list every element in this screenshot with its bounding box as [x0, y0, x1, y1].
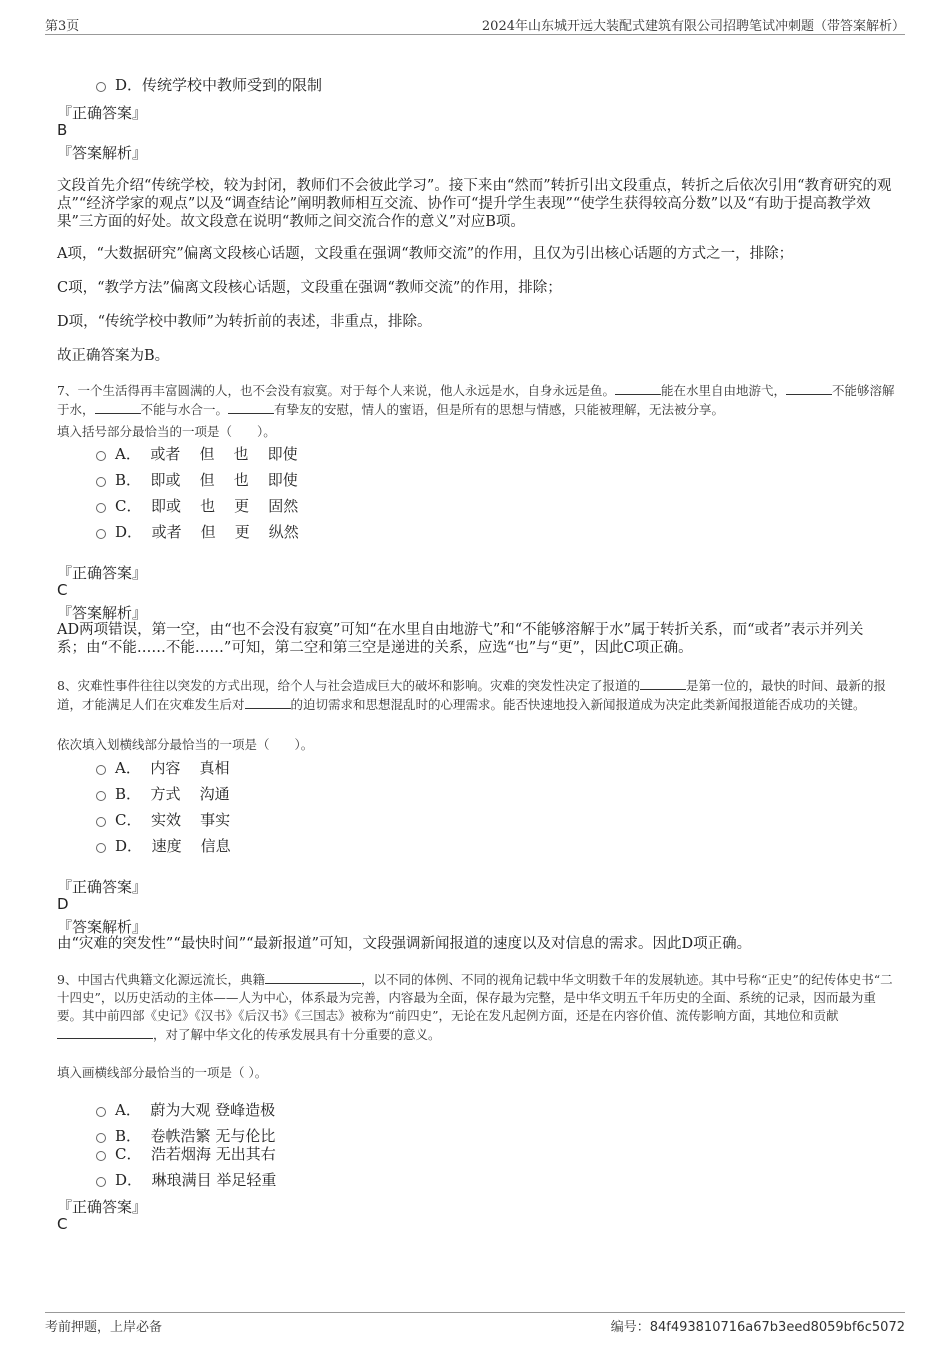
blank: [786, 381, 832, 395]
blank: [640, 676, 686, 690]
q7-answer: C: [57, 581, 68, 599]
q8-option-a[interactable]: A． 内容 真相: [96, 757, 229, 778]
q7-option-b[interactable]: B． 即或 但 也 即使: [96, 469, 298, 490]
q9-stem: 9、中国古代典籍文化源远流长，典籍 ，以不同的体例、不同的视角记载中华文明数千年的发展轨迹。其中号称“正史”的纪传体史书“二十四史”，以历史活动的主体——人为中心，体系最为完善，内容最为全面，保存最为完整，是中华文明五千年历史的全面、系统的记录，因而最为重要。其中前四部《史记》《汉书》《后汉书》《三国志》被称为“前四史”，无论在发凡起例方面，还是在内容价值、流传影响方面，其地位和贡献，对了解中华文化的传承发展具有十分重要的意义。: [57, 972, 893, 1042]
page-footer: [45, 1312, 905, 1337]
radio-icon[interactable]: [96, 477, 106, 487]
radio-icon[interactable]: [96, 1133, 106, 1143]
q7-analysis-label: 『答案解析』: [57, 604, 148, 622]
q7-option-c[interactable]: C． 即或 也 更 固然: [96, 495, 298, 516]
page-header: [45, 14, 905, 35]
radio-icon[interactable]: [96, 1177, 106, 1187]
q9-option-b[interactable]: B． 卷帙浩繁 无与伦比: [96, 1125, 275, 1146]
q8-answer: D: [57, 895, 69, 913]
q8-analysis-label: 『答案解析』: [57, 918, 148, 936]
q8-option-c[interactable]: C． 实效 事实: [96, 809, 230, 830]
q6-analysis-p3: C项，“教学方法”偏离文段核心话题，文段重在强调“教师交流”的作用，排除；: [57, 280, 562, 296]
footer-slogan: 考前押题，上岸必备: [45, 1320, 163, 1335]
radio-icon[interactable]: [96, 82, 106, 92]
radio-icon[interactable]: [96, 529, 106, 539]
q9-prompt: 填入画横线部分最恰当的一项是（ ）。: [57, 1065, 268, 1080]
q7-answer-label: 『正确答案』: [57, 564, 148, 582]
q9-option-a[interactable]: A． 蔚为大观 登峰造极: [96, 1099, 275, 1120]
q6-answer: B: [57, 121, 68, 139]
q7-option-d[interactable]: D． 或者 但 更 纵然: [96, 521, 299, 542]
q6-analysis-p5: 故正确答案为B。: [57, 348, 170, 364]
q9-answer-label: 『正确答案』: [57, 1198, 148, 1216]
q7-option-a[interactable]: A． 或者 但 也 即使: [96, 443, 298, 464]
q6-analysis-p2: A项，“大数据研究”偏离文段核心话题，文段重在强调“教师交流”的作用，且仅为引出核心话题的方式之一，排除；: [57, 246, 794, 262]
q9-answer: C: [57, 1215, 68, 1233]
q7-stem: 7、一个生活得再丰富圆满的人，也不会没有寂寞。对于每个人来说，他人永远是水，自身永远是鱼。 能在水里自由地游弋， 不能够溶解于水， 不能与水合一。 有挚友的安慰，情人的蜜语，但是所有的思想与情感，只能被理解，无法被分享。: [57, 383, 895, 417]
blank: [95, 400, 141, 414]
q6-option-d[interactable]: D．传统学校中教师受到的限制: [96, 74, 322, 95]
blank: [57, 1025, 153, 1039]
q8-answer-label: 『正确答案』: [57, 878, 148, 896]
q7-analysis: AD两项错误，第一空，由“也不会没有寂寞”可知“在水里自由地游弋”和“不能够溶解于水”属于转折关系，而“或者”表示并列关系；由“不能……不能……”可知，第二空和第三空是递进的关系，应选“也”与“更”，因此C项正确。: [57, 622, 864, 656]
radio-icon[interactable]: [96, 765, 106, 775]
radio-icon[interactable]: [96, 843, 106, 853]
q8-analysis: 由“灾难的突发性”“最快时间”“最新报道”可知，文段强调新闻报道的速度以及对信息的需求。因此D项正确。: [57, 936, 752, 952]
q8-option-b[interactable]: B． 方式 沟通: [96, 783, 230, 804]
radio-icon[interactable]: [96, 817, 106, 827]
document-id: 编号：84f493810716a67b3eed8059bf6c5072: [610, 1320, 905, 1335]
q7-prompt: 填入括号部分最恰当的一项是（ ）。: [57, 424, 276, 439]
q6-analysis-label: 『答案解析』: [57, 144, 148, 162]
blank: [245, 695, 291, 709]
blank: [615, 381, 661, 395]
q8-prompt: 依次填入划横线部分最恰当的一项是（ ）。: [57, 737, 314, 752]
q9-option-c[interactable]: C． 浩若烟海 无出其右: [96, 1143, 276, 1164]
q8-option-d[interactable]: D． 速度 信息: [96, 835, 231, 856]
radio-icon[interactable]: [96, 1107, 106, 1117]
blank: [265, 970, 361, 984]
radio-icon[interactable]: [96, 1151, 106, 1161]
radio-icon[interactable]: [96, 451, 106, 461]
page-number: 第3页: [45, 19, 80, 34]
q6-analysis-p4: D项，“传统学校中教师”为转折前的表述，非重点，排除。: [57, 314, 432, 330]
blank: [228, 400, 274, 414]
document-title: 2024年山东城开远大装配式建筑有限公司招聘笔试冲刺题（带答案解析）: [481, 19, 905, 34]
q9-option-d[interactable]: D． 琳琅满目 举足轻重: [96, 1169, 276, 1190]
q8-stem: 8、灾难性事件往往以突发的方式出现，给个人与社会造成巨大的破坏和影响。灾难的突发性决定了报道的 是第一位的，最快的时间、最新的报道，才能满足人们在灾难发生后对 的迫切需求和思想混乱时的心理需求。能否快速地投入新闻报道成为决定此类新闻报道能否成功的关键。: [57, 678, 886, 712]
q6-answer-label: 『正确答案』: [57, 104, 148, 122]
radio-icon[interactable]: [96, 503, 106, 513]
q6-analysis-p1: 文段首先介绍“传统学校，较为封闭，教师们不会彼此学习”。接下来由“然而”转折引出文段重点，转折之后依次引用“教育研究的观点”“经济学家的观点”以及“调查结论”阐明教师相互交流、协作可“提升学生表现”“使学生获得较高分数”以及“有助于提高教学效果”三方面的好处。故文段意在说明“教师之间交流合作的意义”对应B项。: [57, 178, 892, 230]
radio-icon[interactable]: [96, 791, 106, 801]
